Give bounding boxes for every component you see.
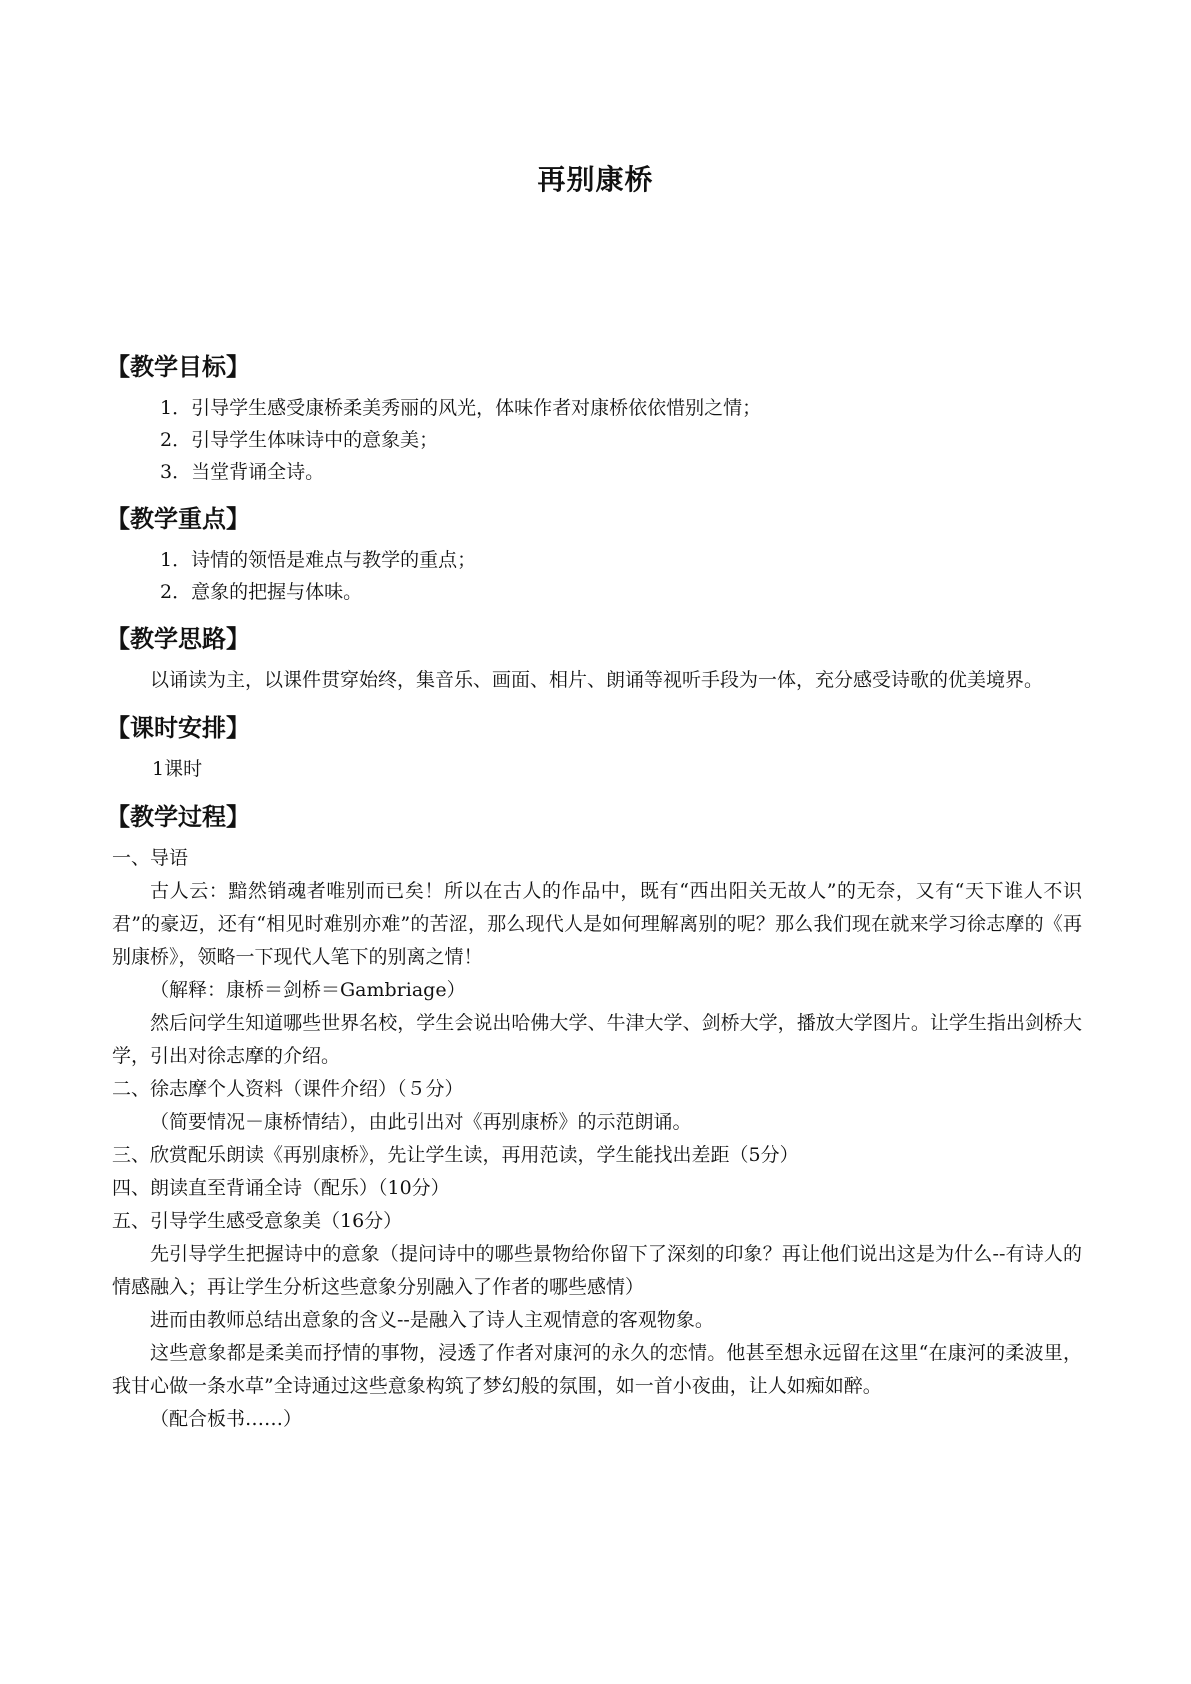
objective-item: 1．引导学生感受康桥柔美秀丽的风光，体味作者对康桥依依惜别之情； bbox=[160, 397, 762, 419]
key-point-item: 1．诗情的领悟是难点与教学的重点； bbox=[160, 549, 477, 571]
process-paragraph: 先引导学生把握诗中的意象（提问诗中的哪些景物给你留下了深刻的印象？再让他们说出这是为什么--有诗人的情感融入；再让学生分析这些意象分别融入了作者的哪些感情） bbox=[112, 1243, 1082, 1298]
objective-item: 3．当堂背诵全诗。 bbox=[160, 461, 325, 483]
heading-key-points: 【教学重点】 bbox=[106, 505, 250, 533]
process-paragraph: （简要情况－康桥情结），由此引出对《再别康桥》的示范朗诵。 bbox=[150, 1111, 692, 1133]
process-step-title: 五、引导学生感受意象美（16分） bbox=[112, 1210, 403, 1232]
process-note: （解释：康桥＝剑桥＝Gambriage） bbox=[150, 979, 466, 1001]
document-title: 再别康桥 bbox=[537, 163, 654, 196]
document-body bbox=[106, 350, 1082, 1450]
key-point-item: 2．意象的把握与体味。 bbox=[160, 581, 363, 603]
section-key-points bbox=[106, 502, 1082, 608]
heading-approach: 【教学思路】 bbox=[106, 625, 250, 653]
section-schedule bbox=[106, 711, 1082, 786]
section-process bbox=[106, 800, 1082, 1436]
schedule-text: 1课时 bbox=[152, 758, 203, 780]
process-paragraph: 进而由教师总结出意象的含义--是融入了诗人主观情意的客观物象。 bbox=[150, 1309, 714, 1331]
objective-item: 2．引导学生体味诗中的意象美； bbox=[160, 429, 439, 451]
section-objectives bbox=[106, 350, 1082, 488]
process-step-title: 二、徐志摩个人资料（课件介绍）（５分） bbox=[112, 1078, 464, 1100]
approach-text: 以诵读为主，以课件贯穿始终，集音乐、画面、相片、朗诵等视听手段为一体，充分感受诗歌的优美境界。 bbox=[150, 669, 1044, 691]
process-paragraph: 然后问学生知道哪些世界名校，学生会说出哈佛大学、牛津大学、剑桥大学，播放大学图片。让学生指出剑桥大学，引出对徐志摩的介绍。 bbox=[112, 1012, 1082, 1067]
process-step-title: 四、朗读直至背诵全诗（配乐）（10分） bbox=[112, 1177, 450, 1199]
process-step-title: 一、导语 bbox=[112, 847, 189, 869]
process-paragraph: 这些意象都是柔美而抒情的事物，浸透了作者对康河的永久的恋情。他甚至想永远留在这里“在康河的柔波里，我甘心做一条水草”全诗通过这些意象构筑了梦幻般的氛围，如一首小夜曲，让人如痴如醉。 bbox=[112, 1342, 1082, 1397]
process-step-title: 三、欣赏配乐朗读《再别康桥》，先让学生读，再用范读，学生能找出差距（5分） bbox=[112, 1144, 799, 1166]
process-note: （配合板书……） bbox=[150, 1408, 303, 1430]
section-approach bbox=[106, 622, 1082, 697]
process-paragraph: 古人云：黯然销魂者唯别而已矣！所以在古人的作品中，既有“西出阳关无故人”的无奈，又有“天下谁人不识君”的豪迈，还有“相见时难别亦难”的苦涩，那么现代人是如何理解离别的呢？那么我们现在就来学习徐志摩的《再别康桥》，领略一下现代人笔下的别离之情！ bbox=[112, 880, 1082, 968]
heading-process: 【教学过程】 bbox=[106, 803, 250, 831]
heading-objectives: 【教学目标】 bbox=[106, 353, 250, 381]
heading-schedule: 【课时安排】 bbox=[106, 714, 250, 742]
